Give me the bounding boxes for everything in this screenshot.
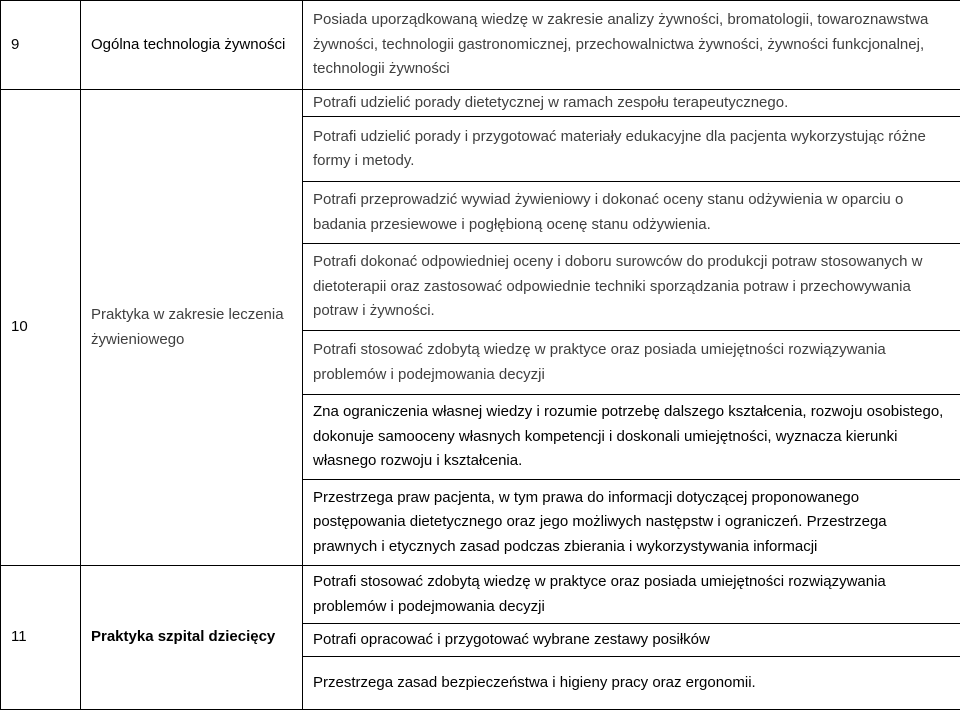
subject-name: Praktyka w zakresie leczenia żywieniowego <box>81 90 303 566</box>
learning-outcome: Potrafi udzielić porady dietetycznej w ramach zespołu terapeutycznego. <box>303 90 960 117</box>
row-number: 11 <box>1 566 81 710</box>
learning-outcome: Posiada uporządkowaną wiedzę w zakresie analizy żywności, bromatologii, towaroznawstwa żywności, technologii gastronomicznej, przechowalnictwa żywności, żywności funkcjonalnej, technologii żywności <box>303 1 960 90</box>
table-row <box>1 90 960 117</box>
learning-outcome: Zna ograniczenia własnej wiedzy i rozumie potrzebę dalszego kształcenia, rozwoju osobistego, dokonuje samooceny własnych kompetencji i doskonali umiejętności, wyznacza kierunki własnego rozwoju i kształcenia. <box>303 395 960 480</box>
row-number: 9 <box>1 1 81 90</box>
learning-outcome: Potrafi dokonać odpowiedniej oceny i doboru surowców do produkcji potraw stosowanych w dietoterapii oraz zastosować odpowiednie techniki sporządzania potraw i przechowywania potraw i żywności. <box>303 244 960 331</box>
subject-name: Praktyka szpital dziecięcy <box>81 566 303 710</box>
learning-outcome: Potrafi udzielić porady i przygotować materiały edukacyjne dla pacjenta wykorzystując różne formy i metody. <box>303 117 960 182</box>
table-row <box>1 1 960 90</box>
row-number: 10 <box>1 90 81 566</box>
learning-outcome: Potrafi przeprowadzić wywiad żywieniowy i dokonać oceny stanu odżywienia w oparciu o badania przesiewowe i pogłębioną ocenę stanu odżywienia. <box>303 182 960 244</box>
learning-outcome: Przestrzega praw pacjenta, w tym prawa do informacji dotyczącej proponowanego postępowania dietetycznego oraz jego możliwych następstw i ograniczeń. Przestrzega prawnych i etycznych zasad podczas zbierania i wykorzystywania informacji <box>303 480 960 566</box>
table-row <box>1 566 960 624</box>
subject-name: Ogólna technologia żywności <box>81 1 303 90</box>
learning-outcome: Potrafi opracować i przygotować wybrane zestawy posiłków <box>303 624 960 657</box>
learning-outcome: Przestrzega zasad bezpieczeństwa i higieny pracy oraz ergonomii. <box>303 657 960 710</box>
learning-outcome: Potrafi stosować zdobytą wiedzę w praktyce oraz posiada umiejętności rozwiązywania problemów i podejmowania decyzji <box>303 566 960 624</box>
learning-outcome: Potrafi stosować zdobytą wiedzę w praktyce oraz posiada umiejętności rozwiązywania problemów i podejmowania decyzji <box>303 331 960 395</box>
